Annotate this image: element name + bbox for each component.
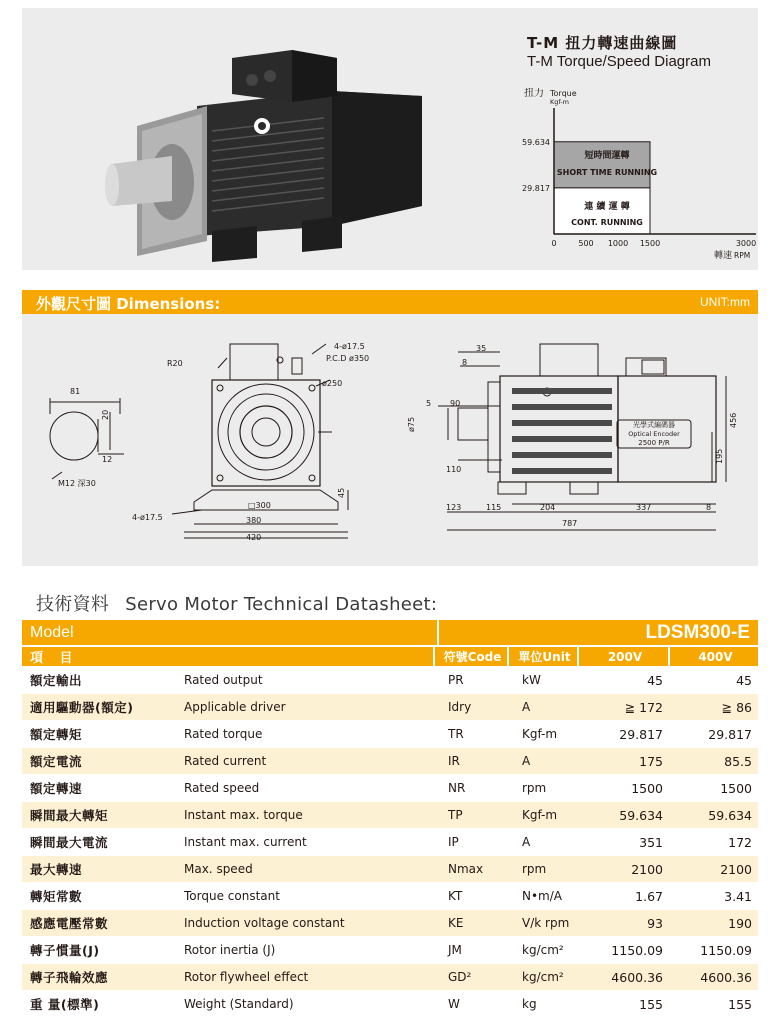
dim-115: 115: [486, 503, 502, 512]
dim-thread: M12 深30: [58, 479, 96, 488]
x-tick-1000: 1000: [607, 239, 629, 248]
y-label-en: Torque: [550, 89, 577, 98]
param-name-cn: 適用驅動器(額定): [22, 694, 176, 721]
value-400v: 190: [673, 910, 758, 937]
x-tick-500: 500: [578, 239, 594, 248]
short-time-region: [554, 142, 650, 188]
datasheet-heading: [36, 590, 437, 616]
dim-pilot: ø250: [322, 379, 343, 388]
param-unit: kg/cm²: [512, 964, 578, 991]
servo-motor-image: [92, 36, 442, 266]
value-200v: 29.817: [582, 721, 669, 748]
param-name-cn: 轉子慣量(J): [22, 937, 176, 964]
param-unit: kg: [512, 991, 578, 1018]
y-label-cn: 扭力: [524, 88, 544, 99]
header-row: [22, 646, 758, 667]
param-unit: kg/cm²: [512, 937, 578, 964]
dim-204: 204: [540, 503, 556, 512]
table-row: [22, 829, 758, 856]
value-200v: 45: [582, 667, 669, 694]
encoder-resolution: 2500 P/R: [638, 439, 670, 447]
param-unit: N•m/A: [512, 883, 578, 910]
dimensions-drawing-area: [22, 314, 758, 566]
param-name-cn: 瞬間最大轉矩: [22, 802, 176, 829]
param-name-cn: 重 量(標準): [22, 991, 176, 1018]
param-code: PR: [438, 667, 508, 694]
table-row: [22, 964, 758, 991]
param-name-en: Applicable driver: [176, 694, 434, 721]
model-row: [22, 620, 758, 646]
value-200v: 1150.09: [582, 937, 669, 964]
param-name-cn: 轉子飛輪效應: [22, 964, 176, 991]
datasheet-table: [22, 620, 758, 1018]
param-name-cn: 額定輸出: [22, 667, 176, 694]
param-name-cn: 額定電流: [22, 748, 176, 775]
value-200v: 1.67: [582, 883, 669, 910]
dim-foot-holes: 4-ø17.5: [132, 513, 163, 522]
param-unit: Kgf-m: [512, 721, 578, 748]
param-name-en: Rated output: [176, 667, 434, 694]
top-band: [22, 8, 758, 270]
dim-pcd: P.C.D ø350: [326, 354, 370, 363]
x-tick-1500: 1500: [639, 239, 661, 248]
param-unit: kW: [512, 667, 578, 694]
param-name-cn: 額定轉速: [22, 775, 176, 802]
encoder-label-en: Optical Encoder: [628, 430, 680, 438]
x-tick-0: 0: [551, 239, 557, 248]
torque-speed-title-en: T-M Torque/Speed Diagram: [527, 53, 711, 70]
param-code: JM: [438, 937, 508, 964]
value-200v: 93: [582, 910, 669, 937]
short-time-label-cn: 短時間運轉: [584, 151, 630, 161]
param-name-en: Instant max. current: [176, 829, 434, 856]
param-unit: Kgf-m: [512, 802, 578, 829]
dim-380: 380: [246, 516, 262, 525]
header-200v: 200V: [582, 646, 669, 667]
dim-r20: R20: [167, 359, 183, 368]
value-400v: 1150.09: [673, 937, 758, 964]
value-200v: ≧ 172: [582, 694, 669, 721]
param-name-en: Rotor inertia (J): [176, 937, 434, 964]
table-row: [22, 883, 758, 910]
short-time-label-en: SHORT TIME RUNNING: [556, 168, 658, 177]
x-tick-3000: 3000: [735, 239, 757, 248]
dim-75: ø75: [407, 416, 416, 432]
param-name-cn: 額定轉矩: [22, 721, 176, 748]
header-code: 符號Code: [438, 646, 508, 667]
dim-8: 8: [462, 358, 468, 367]
dimensions-title: 外觀尺寸圖 Dimensions:: [36, 295, 221, 313]
datasheet-heading-cn: 技術資料: [36, 594, 110, 615]
x-unit: RPM: [734, 251, 751, 260]
dim-123: 123: [446, 503, 462, 512]
param-code: KT: [438, 883, 508, 910]
dim-110: 110: [446, 465, 462, 474]
param-code: TR: [438, 721, 508, 748]
value-200v: 351: [582, 829, 669, 856]
cont-label-cn: 連 續 運 轉: [584, 202, 630, 212]
dim-bolt-holes: 4-ø17.5: [334, 342, 365, 351]
value-400v: 29.817: [673, 721, 758, 748]
dimensions-header-bar: [22, 290, 758, 314]
table-row: [22, 991, 758, 1018]
dimensions-unit: UNIT:mm: [700, 295, 750, 309]
param-name-en: Torque constant: [176, 883, 434, 910]
header-400v: 400V: [673, 646, 758, 667]
param-code: NR: [438, 775, 508, 802]
param-code: Nmax: [438, 856, 508, 883]
param-unit: A: [512, 748, 578, 775]
value-200v: 155: [582, 991, 669, 1018]
header-unit: 單位Unit: [512, 646, 578, 667]
value-200v: 4600.36: [582, 964, 669, 991]
param-name-en: Max. speed: [176, 856, 434, 883]
table-row: [22, 910, 758, 937]
param-name-en: Rated torque: [176, 721, 434, 748]
param-code: IR: [438, 748, 508, 775]
param-unit: V/k rpm: [512, 910, 578, 937]
value-400v: 4600.36: [673, 964, 758, 991]
dim-5: 5: [426, 399, 432, 408]
value-400v: 85.5: [673, 748, 758, 775]
dim-420: 420: [246, 533, 262, 542]
table-row: [22, 802, 758, 829]
dim-337: 337: [636, 503, 652, 512]
value-400v: 172: [673, 829, 758, 856]
param-code: W: [438, 991, 508, 1018]
encoder-label-cn: 光學式編碼器: [633, 421, 675, 429]
value-400v: 3.41: [673, 883, 758, 910]
y-tick-max: 59.634: [522, 137, 550, 147]
param-code: TP: [438, 802, 508, 829]
dim-12: 12: [102, 455, 113, 464]
table-row: [22, 937, 758, 964]
header-item: 項 目: [22, 646, 434, 667]
value-400v: 45: [673, 667, 758, 694]
y-unit: Kgf-m: [550, 98, 569, 106]
param-code: Idry: [438, 694, 508, 721]
model-name: LDSM300-E: [438, 620, 758, 646]
dim-45: 45: [337, 487, 346, 498]
y-tick-rated: 29.817: [522, 183, 550, 193]
cont-label-en: CONT. RUNNING: [571, 218, 643, 227]
table-row: [22, 694, 758, 721]
value-400v: ≧ 86: [673, 694, 758, 721]
param-name-en: Induction voltage constant: [176, 910, 434, 937]
dim-35: 35: [476, 344, 487, 353]
dimension-drawing: [22, 314, 758, 566]
dim-787: 787: [562, 519, 578, 528]
table-row: [22, 721, 758, 748]
torque-speed-chart: [510, 88, 770, 268]
param-unit: A: [512, 829, 578, 856]
param-unit: A: [512, 694, 578, 721]
value-200v: 1500: [582, 775, 669, 802]
param-name-en: Rotor flywheel effect: [176, 964, 434, 991]
torque-speed-title-cn: T-M 扭力轉速曲線圖: [527, 34, 678, 52]
value-400v: 155: [673, 991, 758, 1018]
value-400v: 2100: [673, 856, 758, 883]
param-code: KE: [438, 910, 508, 937]
value-200v: 2100: [582, 856, 669, 883]
param-name-en: Weight (Standard): [176, 991, 434, 1018]
x-label-cn: 轉速: [713, 251, 732, 261]
model-label: Model: [22, 620, 438, 646]
param-unit: rpm: [512, 775, 578, 802]
table-row: [22, 856, 758, 883]
dim-195: 195: [715, 448, 724, 464]
param-code: GD²: [438, 964, 508, 991]
dim-81: 81: [70, 387, 81, 396]
value-200v: 175: [582, 748, 669, 775]
dim-20: 20: [101, 409, 110, 420]
param-name-cn: 瞬間最大電流: [22, 829, 176, 856]
param-unit: rpm: [512, 856, 578, 883]
param-name-cn: 最大轉速: [22, 856, 176, 883]
value-200v: 59.634: [582, 802, 669, 829]
dim-8b: 8: [706, 503, 712, 512]
table-row: [22, 748, 758, 775]
param-code: IP: [438, 829, 508, 856]
dim-456: 456: [729, 412, 738, 428]
param-name-en: Rated speed: [176, 775, 434, 802]
datasheet-heading-en: Servo Motor Technical Datasheet:: [125, 594, 438, 615]
table-row: [22, 775, 758, 802]
param-name-cn: 感應電壓常數: [22, 910, 176, 937]
param-name-en: Instant max. torque: [176, 802, 434, 829]
dim-90: 90: [450, 399, 461, 408]
dim-sq300: □300: [248, 501, 271, 510]
value-400v: 1500: [673, 775, 758, 802]
value-400v: 59.634: [673, 802, 758, 829]
param-name-en: Rated current: [176, 748, 434, 775]
table-row: [22, 667, 758, 694]
param-name-cn: 轉矩常數: [22, 883, 176, 910]
